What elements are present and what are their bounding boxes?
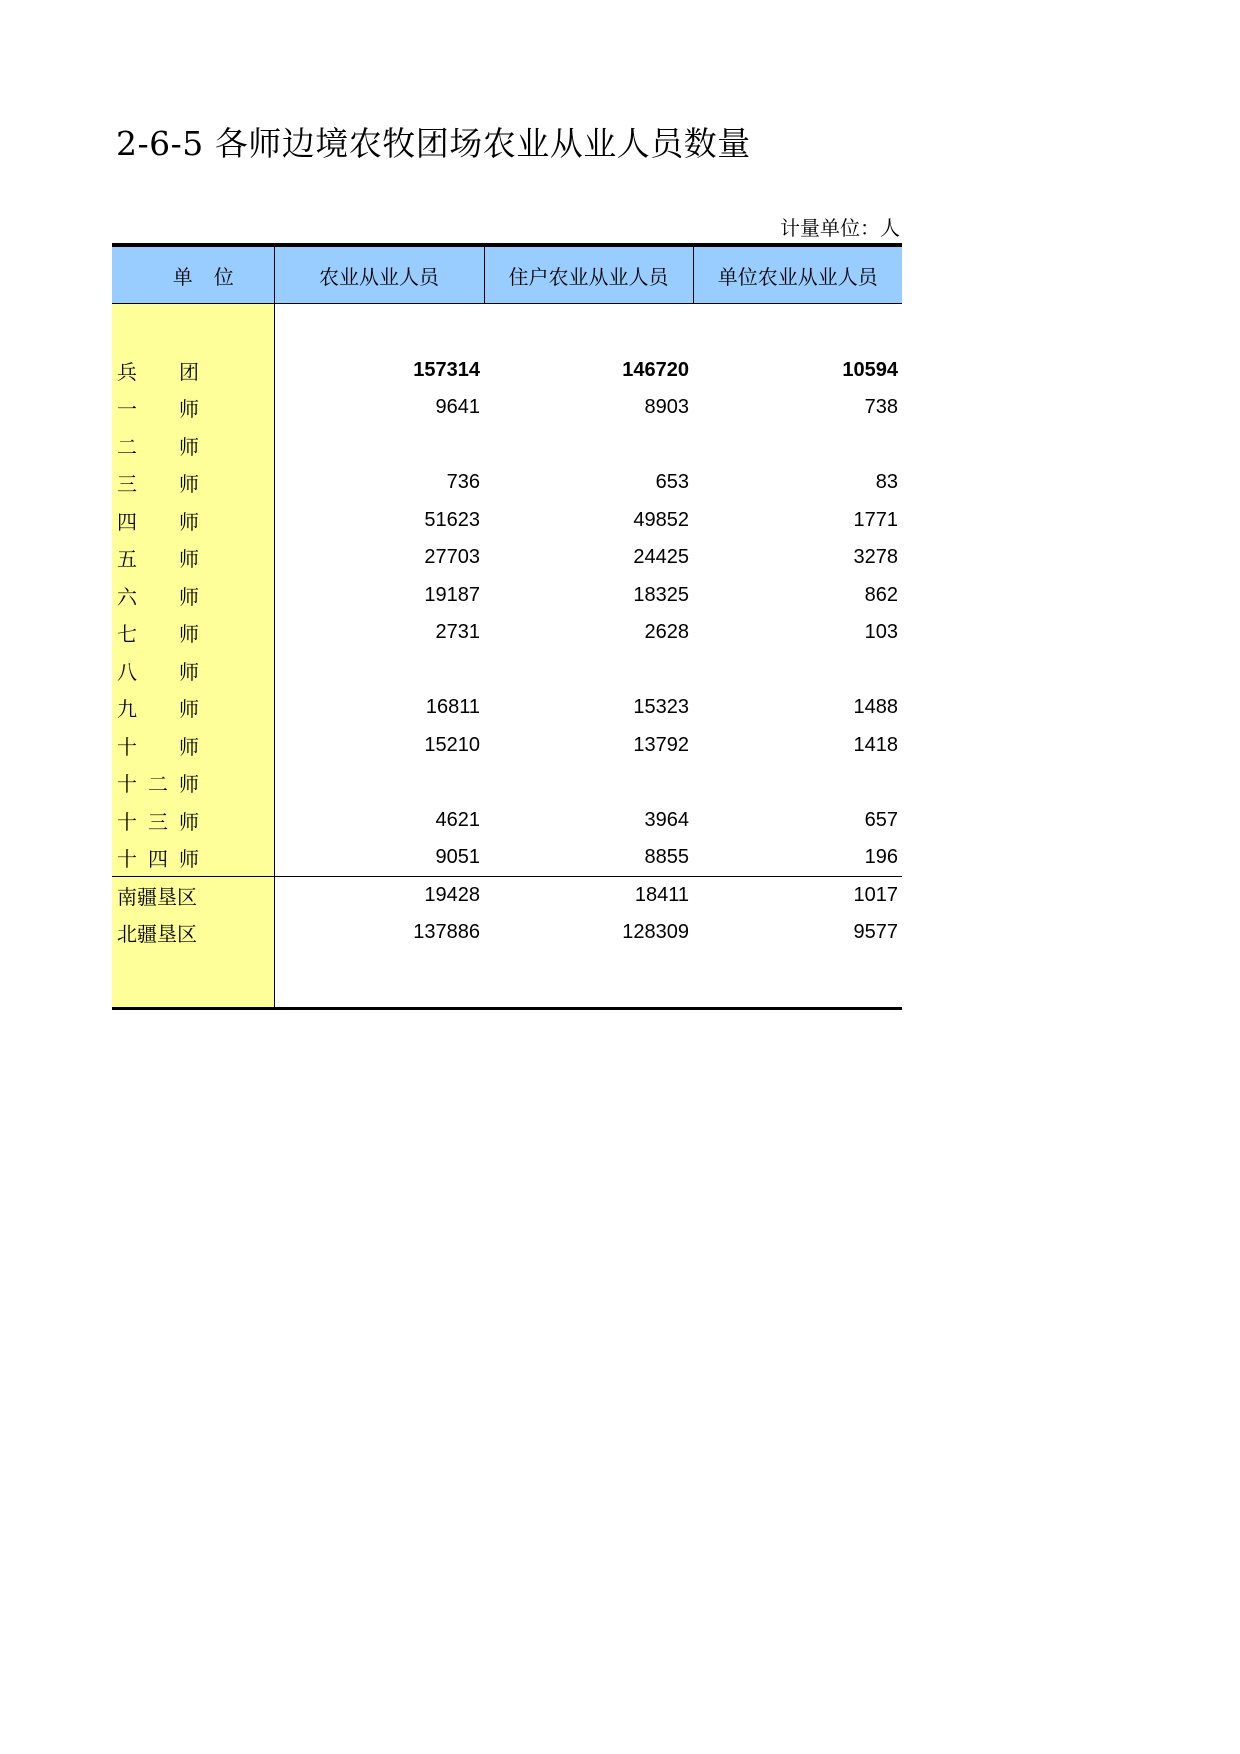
cell-household-agri-workers: 3964 (644, 808, 689, 831)
cell-unit-agri-workers: 83 (875, 471, 898, 494)
cell-unit-agri-workers: 1017 (693, 877, 902, 915)
table-row (112, 914, 902, 952)
table-row (112, 464, 902, 502)
row-name: 三 师 (112, 464, 274, 502)
cell-household-agri-workers: 653 (655, 471, 689, 494)
cell-agri-workers: 9051 (435, 846, 480, 868)
cell-agri-workers: 9641 (435, 396, 480, 419)
header-unit-char-1: 单 (172, 264, 193, 289)
row-name: 二 师 (112, 427, 274, 465)
cell-agri-workers: 15210 (424, 733, 480, 756)
row-name: 北疆垦区 (112, 914, 274, 952)
cell-unit-agri-workers: 196 (864, 846, 898, 868)
cell-household-agri-workers: 15323 (633, 696, 689, 719)
cell-unit-agri-workers: 103 (864, 621, 898, 644)
data-table (112, 243, 902, 1010)
row-name: 南疆垦区 (112, 877, 274, 915)
cell-agri-workers: 51623 (424, 508, 480, 531)
cell-household-agri-workers: 49852 (633, 508, 689, 531)
cell-agri-workers: 137886 (413, 921, 480, 944)
table-row (112, 652, 902, 690)
cell-agri-workers: 19187 (424, 583, 480, 606)
table-row (112, 802, 902, 840)
header-unit-agri-workers: 单位农业从业人员 (693, 245, 902, 304)
cell-household-agri-workers (484, 427, 693, 465)
page-title: 2-6-5 各师边境农牧团场农业从业人员数量 (116, 124, 751, 163)
row-name: 七 师 (112, 614, 274, 652)
row-name: 六 师 (112, 577, 274, 615)
cell-household-agri-workers: 8903 (644, 396, 689, 419)
cell-agri-workers: 16811 (425, 696, 480, 719)
cell-unit-agri-workers: 1771 (853, 508, 898, 531)
cell-agri-workers: 4621 (435, 808, 480, 831)
cell-agri-workers: 2731 (435, 621, 480, 644)
cell-household-agri-workers: 18411 (484, 877, 693, 915)
cell-household-agri-workers: 13792 (633, 733, 689, 756)
cell-agri-workers: 157314 (413, 358, 480, 381)
header-unit (112, 245, 274, 304)
header-agri-workers: 农业从业人员 (274, 245, 484, 304)
row-name: 十 三 师 (112, 802, 274, 840)
table-row (112, 352, 902, 390)
cell-unit-agri-workers: 738 (864, 396, 898, 419)
cell-household-agri-workers: 146720 (622, 358, 689, 381)
cell-agri-workers (274, 427, 484, 465)
header-row (112, 245, 902, 304)
row-name: 五 师 (112, 539, 274, 577)
end-cell (112, 952, 274, 1009)
table-row (112, 877, 902, 915)
header-household-agri-workers: 住户农业从业人员 (484, 245, 693, 304)
cell-unit-agri-workers: 657 (864, 808, 898, 831)
table-row (112, 502, 902, 540)
cell-unit-agri-workers (693, 652, 902, 690)
row-name: 一 师 (112, 389, 274, 427)
cell-agri-workers: 736 (446, 471, 480, 494)
table-row (112, 689, 902, 727)
cell-household-agri-workers (484, 652, 693, 690)
table-row (112, 727, 902, 765)
cell-unit-agri-workers (693, 764, 902, 802)
table-row (112, 539, 902, 577)
table-row (112, 764, 902, 802)
cell-household-agri-workers (484, 764, 693, 802)
end-row (112, 952, 902, 1009)
cell-unit-agri-workers: 1488 (853, 696, 898, 719)
table-row (112, 389, 902, 427)
cell-unit-agri-workers (693, 427, 902, 465)
cell-unit-agri-workers: 3278 (853, 546, 898, 569)
cell-agri-workers (274, 764, 484, 802)
cell-household-agri-workers: 128309 (622, 921, 689, 944)
cell-unit-agri-workers: 10594 (842, 358, 898, 381)
row-name: 四 师 (112, 502, 274, 540)
cell-agri-workers: 19428 (274, 877, 484, 915)
row-name: 十 师 (112, 727, 274, 765)
table-row (112, 427, 902, 465)
cell-household-agri-workers: 18325 (633, 583, 689, 606)
row-name: 十 二 师 (112, 764, 274, 802)
cell-agri-workers: 27703 (424, 546, 480, 569)
cell-household-agri-workers: 24425 (633, 546, 689, 569)
cell-unit-agri-workers: 862 (864, 583, 898, 606)
cell-unit-agri-workers: 1418 (853, 733, 898, 756)
spacer-row (112, 304, 902, 352)
cell-agri-workers (274, 652, 484, 690)
row-name: 八 师 (112, 652, 274, 690)
table-row (112, 577, 902, 615)
cell-household-agri-workers: 8855 (644, 846, 689, 868)
unit-label: 计量单位：人 (780, 216, 900, 240)
cell-household-agri-workers: 2628 (644, 621, 689, 644)
table-row (112, 839, 902, 877)
row-name: 九 师 (112, 689, 274, 727)
table-row (112, 614, 902, 652)
cell-unit-agri-workers: 9577 (853, 921, 898, 944)
row-name: 兵 团 (112, 352, 274, 390)
row-name: 十 四 师 (112, 839, 274, 877)
spacer-cell (112, 304, 274, 352)
header-unit-char-2: 位 (213, 264, 234, 289)
